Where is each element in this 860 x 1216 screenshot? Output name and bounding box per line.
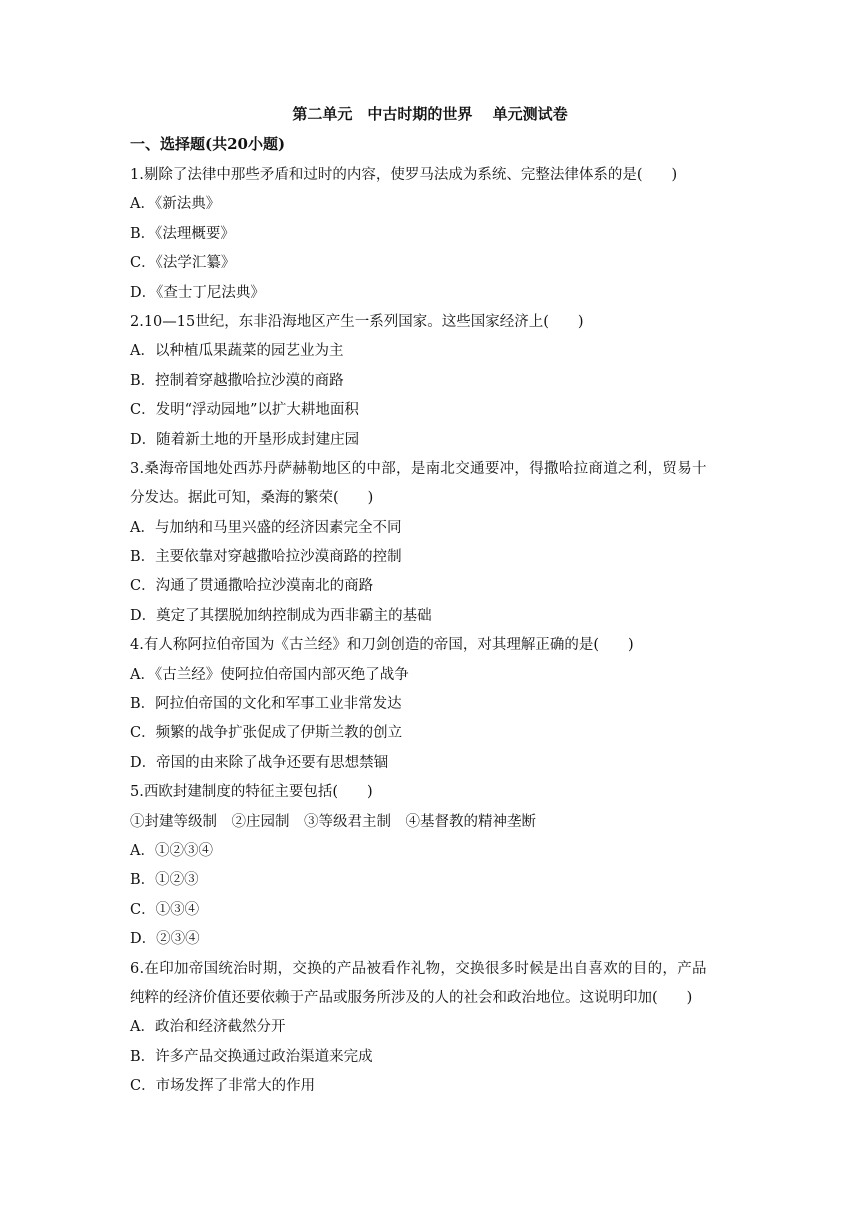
question-4-option-c: C．频繁的战争扩张促成了伊斯兰教的创立: [130, 725, 403, 742]
question-1-option-d: D．《查士丁尼法典》: [130, 284, 265, 301]
question-1-option-a: A．《新法典》: [130, 196, 221, 213]
question-1-stem: 1.剔除了法律中那些矛盾和过时的内容，使罗马法成为系统、完整法律体系的是( ): [130, 167, 678, 183]
question-3-stem-line-2: 分发达。据此可知，桑海的繁荣( ): [130, 490, 374, 507]
question-3-option-b: B．主要依靠对穿越撒哈拉沙漠商路的控制: [130, 549, 402, 566]
question-3-option-d: D．奠定了其摆脱加纳控制成为西非霸主的基础: [130, 607, 432, 624]
question-content: [130, 161, 735, 1102]
question-2-option-c: C．发明“浮动园地”以扩大耕地面积: [130, 402, 359, 419]
question-4-option-b: B．阿拉伯帝国的文化和军事工业非常发达: [130, 696, 402, 713]
question-5-option-a: A．①②③④: [130, 842, 213, 859]
document-title: 第二单元 中古时期的世界 单元测试卷: [292, 105, 568, 123]
question-6-stem-line-2: 纯粹的经济价值还要依赖于产品或服务所涉及的人的社会和政治地位。这说明印加( ): [130, 989, 693, 1006]
question-4-option-a: A．《古兰经》使阿拉伯帝国内部灭绝了战争: [130, 666, 409, 683]
question-4-stem: 4.有人称阿拉伯帝国为《古兰经》和刀剑创造的帝国，对其理解正确的是( ): [130, 637, 634, 654]
question-6-stem-line-1: 6.在印加帝国统治时期，交换的产品被看作礼物，交换很多时候是出自喜欢的目的，产品: [130, 960, 707, 977]
question-3-option-a: A．与加纳和马里兴盛的经济因素完全不同: [130, 519, 402, 536]
question-4-option-d: D．帝国的由来除了战争还要有思想禁锢: [130, 754, 389, 771]
question-6-option-a: A．政治和经济截然分开: [130, 1019, 286, 1036]
question-5-statements: ①封建等级制 ②庄园制 ③等级君主制 ④基督教的精神垄断: [130, 813, 536, 830]
question-2-option-b: B．控制着穿越撒哈拉沙漠的商路: [130, 372, 344, 389]
question-6-option-c: C．市场发挥了非常大的作用: [130, 1078, 316, 1095]
question-1-option-b: B．《法理概要》: [130, 225, 235, 242]
question-2-option-d: D．随着新土地的开垦形成封建庄园: [130, 431, 360, 448]
question-1-option-c: C．《法学汇纂》: [130, 255, 236, 272]
question-3-option-c: C．沟通了贯通撒哈拉沙漠南北的商路: [130, 578, 374, 595]
section-heading: 一、选择题(共20小题): [130, 135, 286, 153]
question-5-stem: 5.西欧封建制度的特征主要包括( ): [130, 784, 373, 801]
question-2-option-a: A．以种植瓜果蔬菜的园艺业为主: [130, 343, 344, 360]
question-6-option-b: B．许多产品交换通过政治渠道来完成: [130, 1048, 373, 1065]
question-5-option-c: C．①③④: [130, 901, 200, 918]
question-5-option-b: B．①②③: [130, 872, 199, 889]
question-2-stem: 2.10—15世纪，东非沿海地区产生一系列国家。这些国家经济上( ): [130, 313, 584, 330]
question-3-stem-line-1: 3.桑海帝国地处西苏丹萨赫勒地区的中部，是南北交通要冲，得撒哈拉商道之利，贸易十: [130, 460, 707, 477]
question-5-option-d: D．②③④: [130, 931, 200, 948]
